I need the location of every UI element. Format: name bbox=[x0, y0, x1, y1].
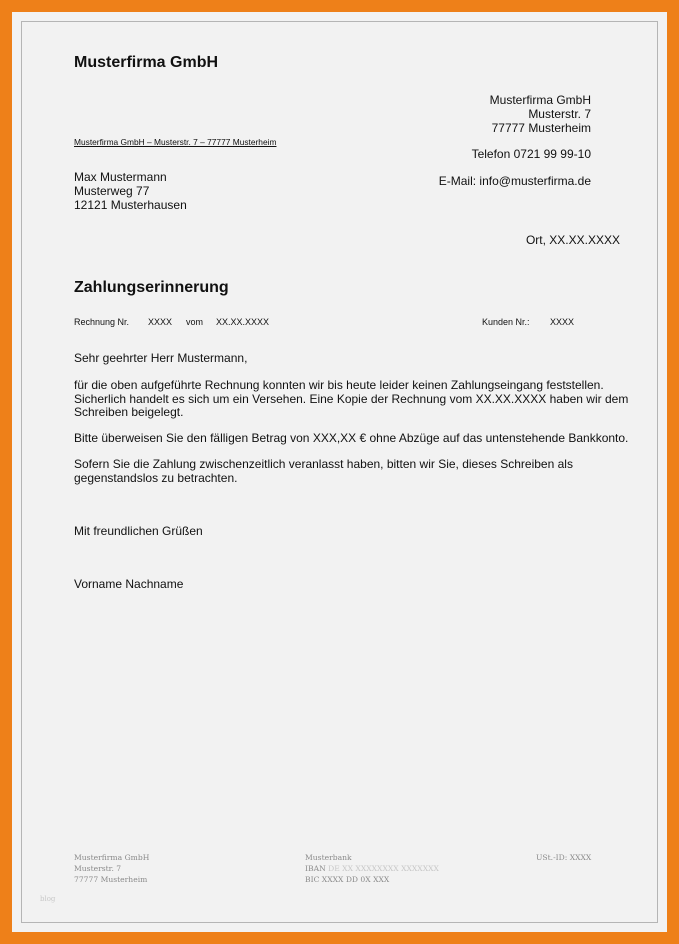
sender-city: 77777 Musterheim bbox=[491, 121, 591, 135]
return-address-line: Musterfirma GmbH – Musterstr. 7 – 77777 Musterheim bbox=[74, 137, 277, 147]
footer-bank: Musterbank bbox=[305, 853, 352, 862]
footer-company-block bbox=[74, 852, 149, 885]
letter-page bbox=[12, 12, 667, 932]
footer-vat-block bbox=[536, 852, 591, 863]
footer-street: Musterstr. 7 bbox=[74, 864, 122, 873]
recipient-street: Musterweg 77 bbox=[74, 184, 150, 198]
sender-address bbox=[490, 93, 591, 135]
invoice-number-label: Rechnung Nr. bbox=[74, 317, 130, 327]
paragraph-2: Bitte überweisen Sie den fälligen Betrag von XXX,XX € ohne Abzüge auf das untenstehende Bankkonto. bbox=[74, 431, 629, 445]
sender-name: Musterfirma GmbH bbox=[489, 93, 591, 107]
footer-bic: BIC XXXX DD 0X XXX bbox=[305, 875, 390, 884]
invoice-date-label: vom bbox=[186, 317, 204, 327]
footer-city: 77777 Musterheim bbox=[74, 875, 148, 884]
footer-company: Musterfirma GmbH bbox=[74, 853, 150, 862]
recipient-name: Max Mustermann bbox=[74, 170, 167, 184]
footer-iban-value: DE XX XXXXXXXX XXXXXXX bbox=[328, 864, 439, 873]
sender-phone: Telefon 0721 99 99-10 bbox=[471, 147, 591, 161]
closing: Mit freundlichen Grüßen bbox=[74, 524, 203, 538]
footer-iban-label: IBAN bbox=[305, 864, 326, 873]
footer-iban bbox=[305, 863, 439, 874]
footer-vat: USt.-ID: XXXX bbox=[536, 853, 592, 862]
recipient-city: 12121 Musterhausen bbox=[74, 198, 187, 212]
customer-number-label: Kunden Nr.: bbox=[482, 317, 530, 327]
customer-number-value: XXXX bbox=[550, 317, 575, 327]
invoice-number-value: XXXX bbox=[148, 317, 173, 327]
recipient-address bbox=[74, 170, 187, 212]
sender-email: E-Mail: info@musterfirma.de bbox=[438, 174, 591, 188]
watermark: blog bbox=[40, 895, 56, 903]
salutation: Sehr geehrter Herr Mustermann, bbox=[74, 351, 248, 365]
footer-bank-block bbox=[305, 852, 439, 885]
subject-heading: Zahlungserinnerung bbox=[74, 279, 229, 296]
place-date: Ort, XX.XX.XXXX bbox=[525, 233, 620, 247]
paragraph-1: für die oben aufgeführte Rechnung konnten wir bis heute leider keinen Zahlungseingang feststellen. Sicherlich handelt es sich um ein Versehen. Eine Kopie der Rechnung vom XX.XX.XXXX haben wir dem Schreiben beigelegt. bbox=[74, 378, 629, 419]
letterhead-company: Musterfirma GmbH bbox=[74, 54, 219, 71]
paragraph-3: Sofern Sie die Zahlung zwischenzeitlich veranlasst haben, bitten wir Sie, dieses Schreiben als gegenstandslos zu betrachten. bbox=[74, 457, 573, 485]
sender-street: Musterstr. 7 bbox=[528, 107, 591, 121]
invoice-date-value: XX.XX.XXXX bbox=[216, 317, 270, 327]
signer-name: Vorname Nachname bbox=[74, 577, 184, 591]
